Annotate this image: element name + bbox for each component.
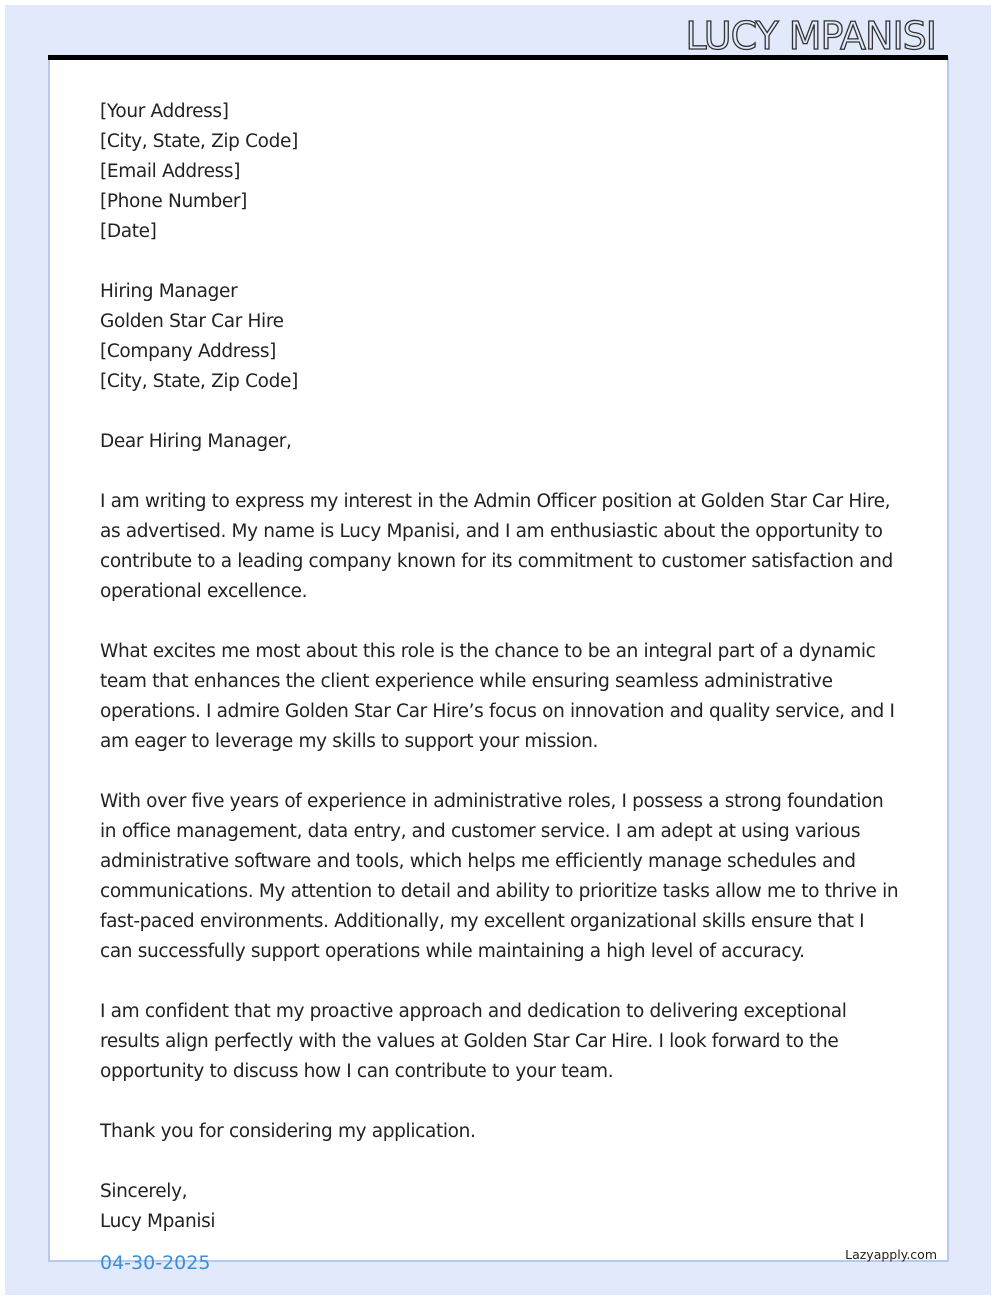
sender-address: [Your Address] — [100, 101, 229, 122]
recipient-company: Golden Star Car Hire — [100, 311, 284, 332]
salutation: Dear Hiring Manager, — [100, 431, 292, 452]
paragraph-motivation: What excites me most about this role is the chance to be an integral part of a dynamic team that enhances the client experience while ensuring seamless administrative operations. I admire Golden Star Car Hire’s focus on innovation and quality service, and I am eager to leverage my skills to support your mission. — [100, 641, 895, 752]
recipient-title: Hiring Manager — [100, 281, 238, 302]
paragraph-confidence: I am confident that my proactive approach and dedication to delivering exceptional results align perfectly with the values at Golden Star Car Hire. I look forward to the opportunity to discuss how I can contribute to your team. — [100, 1001, 847, 1082]
paragraph-thanks: Thank you for considering my application. — [100, 1121, 476, 1142]
sender-email: [Email Address] — [100, 161, 241, 182]
recipient-block — [100, 277, 900, 397]
footer-site: Lazyapply.com — [845, 1247, 937, 1262]
paragraph-intro: I am writing to express my interest in the Admin Officer position at Golden Star Car Hire, as advertised. My name is Lucy Mpanisi, and I am enthusiastic about the opportunity to contribute to a leading company known for its commitment to customer satisfaction and operational excellence. — [100, 491, 893, 602]
applicant-name-header: LUCY MPANISI — [685, 14, 936, 58]
recipient-address: [Company Address] — [100, 341, 277, 362]
paragraph-experience: With over five years of experience in administrative roles, I possess a strong foundation in office management, data entry, and customer service. I am adept at using various administrative software and tools, which helps me efficiently manage schedules and communications. My attention to detail and ability to prioritize tasks allow me to thrive in fast-paced environments. Additionally, my excellent organizational skills ensure that I can successfully support operations while maintaining a high level of accuracy. — [100, 791, 899, 962]
letter-body — [100, 97, 900, 1237]
closing: Sincerely, — [100, 1181, 188, 1202]
signature: Lucy Mpanisi — [100, 1211, 216, 1232]
recipient-city-state-zip: [City, State, Zip Code] — [100, 371, 298, 392]
sender-city-state-zip: [City, State, Zip Code] — [100, 131, 298, 152]
sender-phone: [Phone Number] — [100, 191, 248, 212]
sender-date: [Date] — [100, 221, 157, 242]
footer-date: 04-30-2025 — [100, 1252, 211, 1274]
sender-block — [100, 97, 900, 247]
